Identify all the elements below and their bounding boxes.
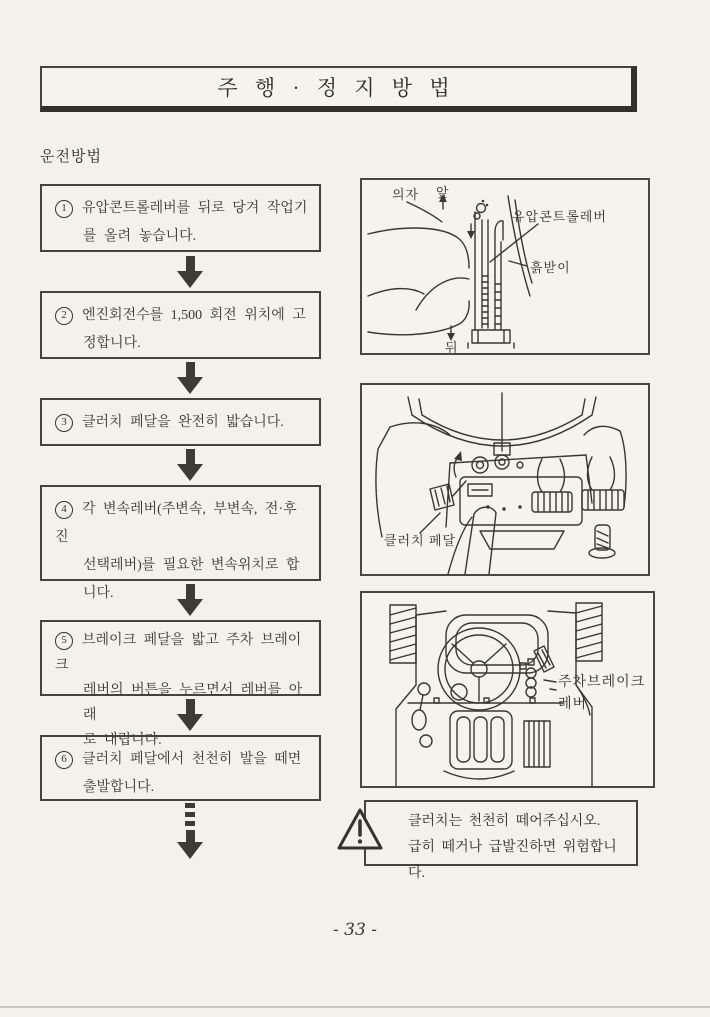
flow-arrow-down-icon xyxy=(177,699,203,731)
label-seat: 의자 xyxy=(392,187,420,202)
step-box-1 xyxy=(40,184,321,252)
step-number-badge: 1 xyxy=(55,200,73,218)
page-title: 주 행 · 정 지 방 법 xyxy=(217,76,456,100)
step-line xyxy=(55,496,309,552)
step-line xyxy=(55,195,309,223)
step-box-6 xyxy=(40,735,321,801)
step-text: 선택레버)를 필요한 변속위치로 합 xyxy=(83,558,300,573)
step-text: 니다. xyxy=(83,586,114,601)
warning-triangle-icon xyxy=(336,806,384,854)
flow-arrow-dashed-down-icon xyxy=(177,803,203,859)
label-front: 앞 xyxy=(436,185,450,200)
figure-clutch-pedal xyxy=(360,383,650,576)
step-box-5 xyxy=(40,620,321,748)
step-text: 엔진회전수를 1,500 회전 위치에 고 xyxy=(82,308,306,323)
warning-text: 클러치는 천천히 떼어주십시오. xyxy=(408,814,601,829)
warning-text: 급히 떼거나 급발진하면 위험합니다. xyxy=(408,840,617,881)
step-number-badge: 6 xyxy=(55,751,73,769)
label-parking-brake-lever: 주차브레이크 xyxy=(558,675,646,690)
label-rear: 뒤 xyxy=(445,340,459,355)
title-box xyxy=(40,66,637,112)
label-clutch-pedal: 클러치 페달 xyxy=(384,533,457,548)
step-text: 각 변속레버(주변속, 부변속, 전·후진 xyxy=(55,502,297,545)
step-text: 브레이크 페달을 밟고 주차 브레이크 xyxy=(55,633,302,673)
step-text: 를 올려 놓습니다. xyxy=(83,229,197,244)
step-box-3 xyxy=(40,398,321,446)
label-parking-brake-lever: 레버 xyxy=(558,697,588,712)
step-text: 출발합니다. xyxy=(83,780,155,795)
step-text: 클러치 페달을 완전히 밟습니다. xyxy=(82,415,284,430)
flow-arrow-down-icon xyxy=(177,362,203,394)
flow-arrow-down-icon xyxy=(177,449,203,481)
step-number-badge: 3 xyxy=(55,414,73,432)
step-line xyxy=(55,409,309,437)
section-heading: 운전방법 xyxy=(40,149,102,165)
warning-box xyxy=(364,800,638,881)
step-number-badge: 2 xyxy=(55,307,73,325)
step-line xyxy=(55,628,309,678)
step-number-badge: 4 xyxy=(55,501,73,519)
label-hydraulic-control-lever: 유압콘트롤레버 xyxy=(512,209,607,224)
step-text: 유압콘트롤레버를 뒤로 당겨 작업기 xyxy=(82,201,308,216)
scan-edge xyxy=(0,1006,710,1008)
step-box-4 xyxy=(40,485,321,601)
step-line xyxy=(55,302,309,330)
step-line xyxy=(55,746,309,774)
flow-arrow-down-icon xyxy=(177,584,203,616)
flow-arrow-down-icon xyxy=(177,256,203,288)
step-text: 로 내립니다. xyxy=(83,733,162,748)
step-number-badge: 5 xyxy=(55,632,73,650)
label-fender: 흙받이 xyxy=(530,260,571,275)
step-text: 정합니다. xyxy=(83,336,141,351)
figure-parking-brake xyxy=(360,591,655,788)
step-text: 클러치 페달에서 천천히 발을 떼면 xyxy=(82,752,302,767)
page-number: - 33 - xyxy=(333,920,377,940)
step-text: 레버의 버튼을 누르면서 레버를 아래 xyxy=(83,683,303,723)
step-box-2 xyxy=(40,291,321,359)
figure-hydraulic-lever xyxy=(360,178,650,355)
